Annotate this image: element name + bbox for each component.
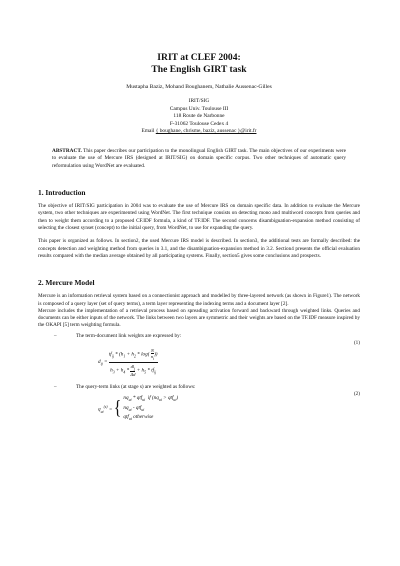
model-paragraph-2: Mercure includes the implementation of a retrieval process based on spreading activation forward and backward through weighted links. Queries and documents can be either inputs of the network. The links between two layers are symmetric and their weights are based on the TF.IDF measure inspired by the OKAPI [5] term weighting formula.	[38, 307, 360, 329]
authors: Mustapha Baziz, Mohand Boughanem, Nathalie Aussenac-Gilles	[126, 84, 272, 90]
intro-paragraph-2: This paper is organized as follows. In section2, the used Mercure IRS model is described. In section3, the additional tests are formally described: the concepts detection and weighting method from queries in 3.1, and the disambiguation-expansion method in 3.2. Section4 presents the official evaluation results compared with the median average obtained by all participating systems. Finally, section5 gives some conclusions and prospects.	[38, 238, 360, 259]
abstract-text: This paper describes our participation to the monolingual English GIRT task. The main objectives of our experiments were to evaluate the use of Mercure IRS (designed at IRIT/SIG) on domain specific corpus. Two other techniques of automatic query reformulation using WordNet are evaluated.	[52, 147, 346, 169]
paper-title	[38, 52, 360, 76]
bullet-dash: –	[54, 384, 57, 391]
eq2-lhs: $q_{ui}^{(s)}$ =	[98, 404, 114, 414]
eq2-brace: {	[113, 397, 122, 420]
bullet-query-term-text: The query-term links (at stage s) are weighted as follows:	[76, 384, 196, 391]
email-label: Email	[141, 128, 155, 135]
equation-1-number: (1)	[353, 340, 360, 347]
email-address[interactable]: { boughane, chrisme, baziz, aussenac }@irit.fr	[155, 128, 257, 135]
section-heading-introduction: 1. Introduction	[38, 188, 86, 198]
eq1-denominator: $h_3 + h_4$ * $\frac{dl_j}{\Delta d}$ + $h_5 * tf_{ij}$	[110, 363, 157, 377]
eq1-numerator: $tf_{ij} * (h_1 + h_2 * \log$( $\frac{N}{n_i}$ ))	[108, 348, 158, 361]
affiliation-email-line	[38, 128, 360, 136]
bullet-term-document	[54, 333, 360, 340]
abstract-label: ABSTRACT.	[52, 147, 82, 154]
eq2-cases	[123, 395, 178, 423]
affiliation-street: 118 Route de Narbonne	[173, 113, 225, 120]
eq2-case-3: qtf$_{ui}$ otherwise	[123, 413, 154, 421]
bullet-query-term	[54, 384, 360, 391]
section-heading-mercure-model: 2. Mercure Model	[38, 278, 95, 288]
affiliation-campus: Campus Univ. Toulouse III	[169, 105, 229, 112]
equation-1	[98, 340, 360, 384]
equation-2-number: (2)	[353, 391, 360, 398]
model-paragraph-1: Mercure is an information retrieval system based on a connectionist approach and modelled by three-layered network (as shown in Figure1). The network is composed of a query layer (set of query terms), a term layer representing the indexing terms and a document layer [2].	[38, 293, 360, 307]
eq2-case-1: $nq_{ui} * qtf_{ui}$ if $(nq_{ui} > qtf_{ui})$	[123, 395, 179, 403]
affiliation-city: F-31062 Toulouse Cedex 4	[169, 120, 229, 127]
eq1-lhs: $d_{ij}$ =	[98, 358, 109, 366]
bullet-dash: –	[54, 332, 57, 339]
bullet-term-document-text: The term-document link weights are expressed by:	[76, 332, 182, 339]
affiliation-lab: IRIT/SIG	[188, 98, 210, 104]
intro-paragraph-1: The objective of IRIT/SIG participation in 2004 was to evaluate the use of Mercure IRS on domain specific data. In addition to evaluate the Mercure system, two other techniques are experimented using WordNet. The first technique consists on detecting mono and multiword concepts from queries and then to weight them according to a proposed CF.IDF formula, a kind of TF.IDF. The second concerns disambiguation-expansion method consisting of selecting the closest synset (concept) to the initial query, from WordNet, to use for expanding the query.	[38, 203, 360, 232]
equation-2	[98, 391, 360, 425]
eq2-case-2: $nq_{ui} - qtf_{ui}$	[123, 404, 145, 412]
affiliation-block	[38, 98, 360, 136]
title-line-2: The English GIRT task	[151, 64, 247, 75]
title-line-1: IRIT at CLEF 2004:	[157, 52, 241, 63]
abstract	[52, 148, 346, 170]
eq1-fraction	[109, 348, 158, 377]
